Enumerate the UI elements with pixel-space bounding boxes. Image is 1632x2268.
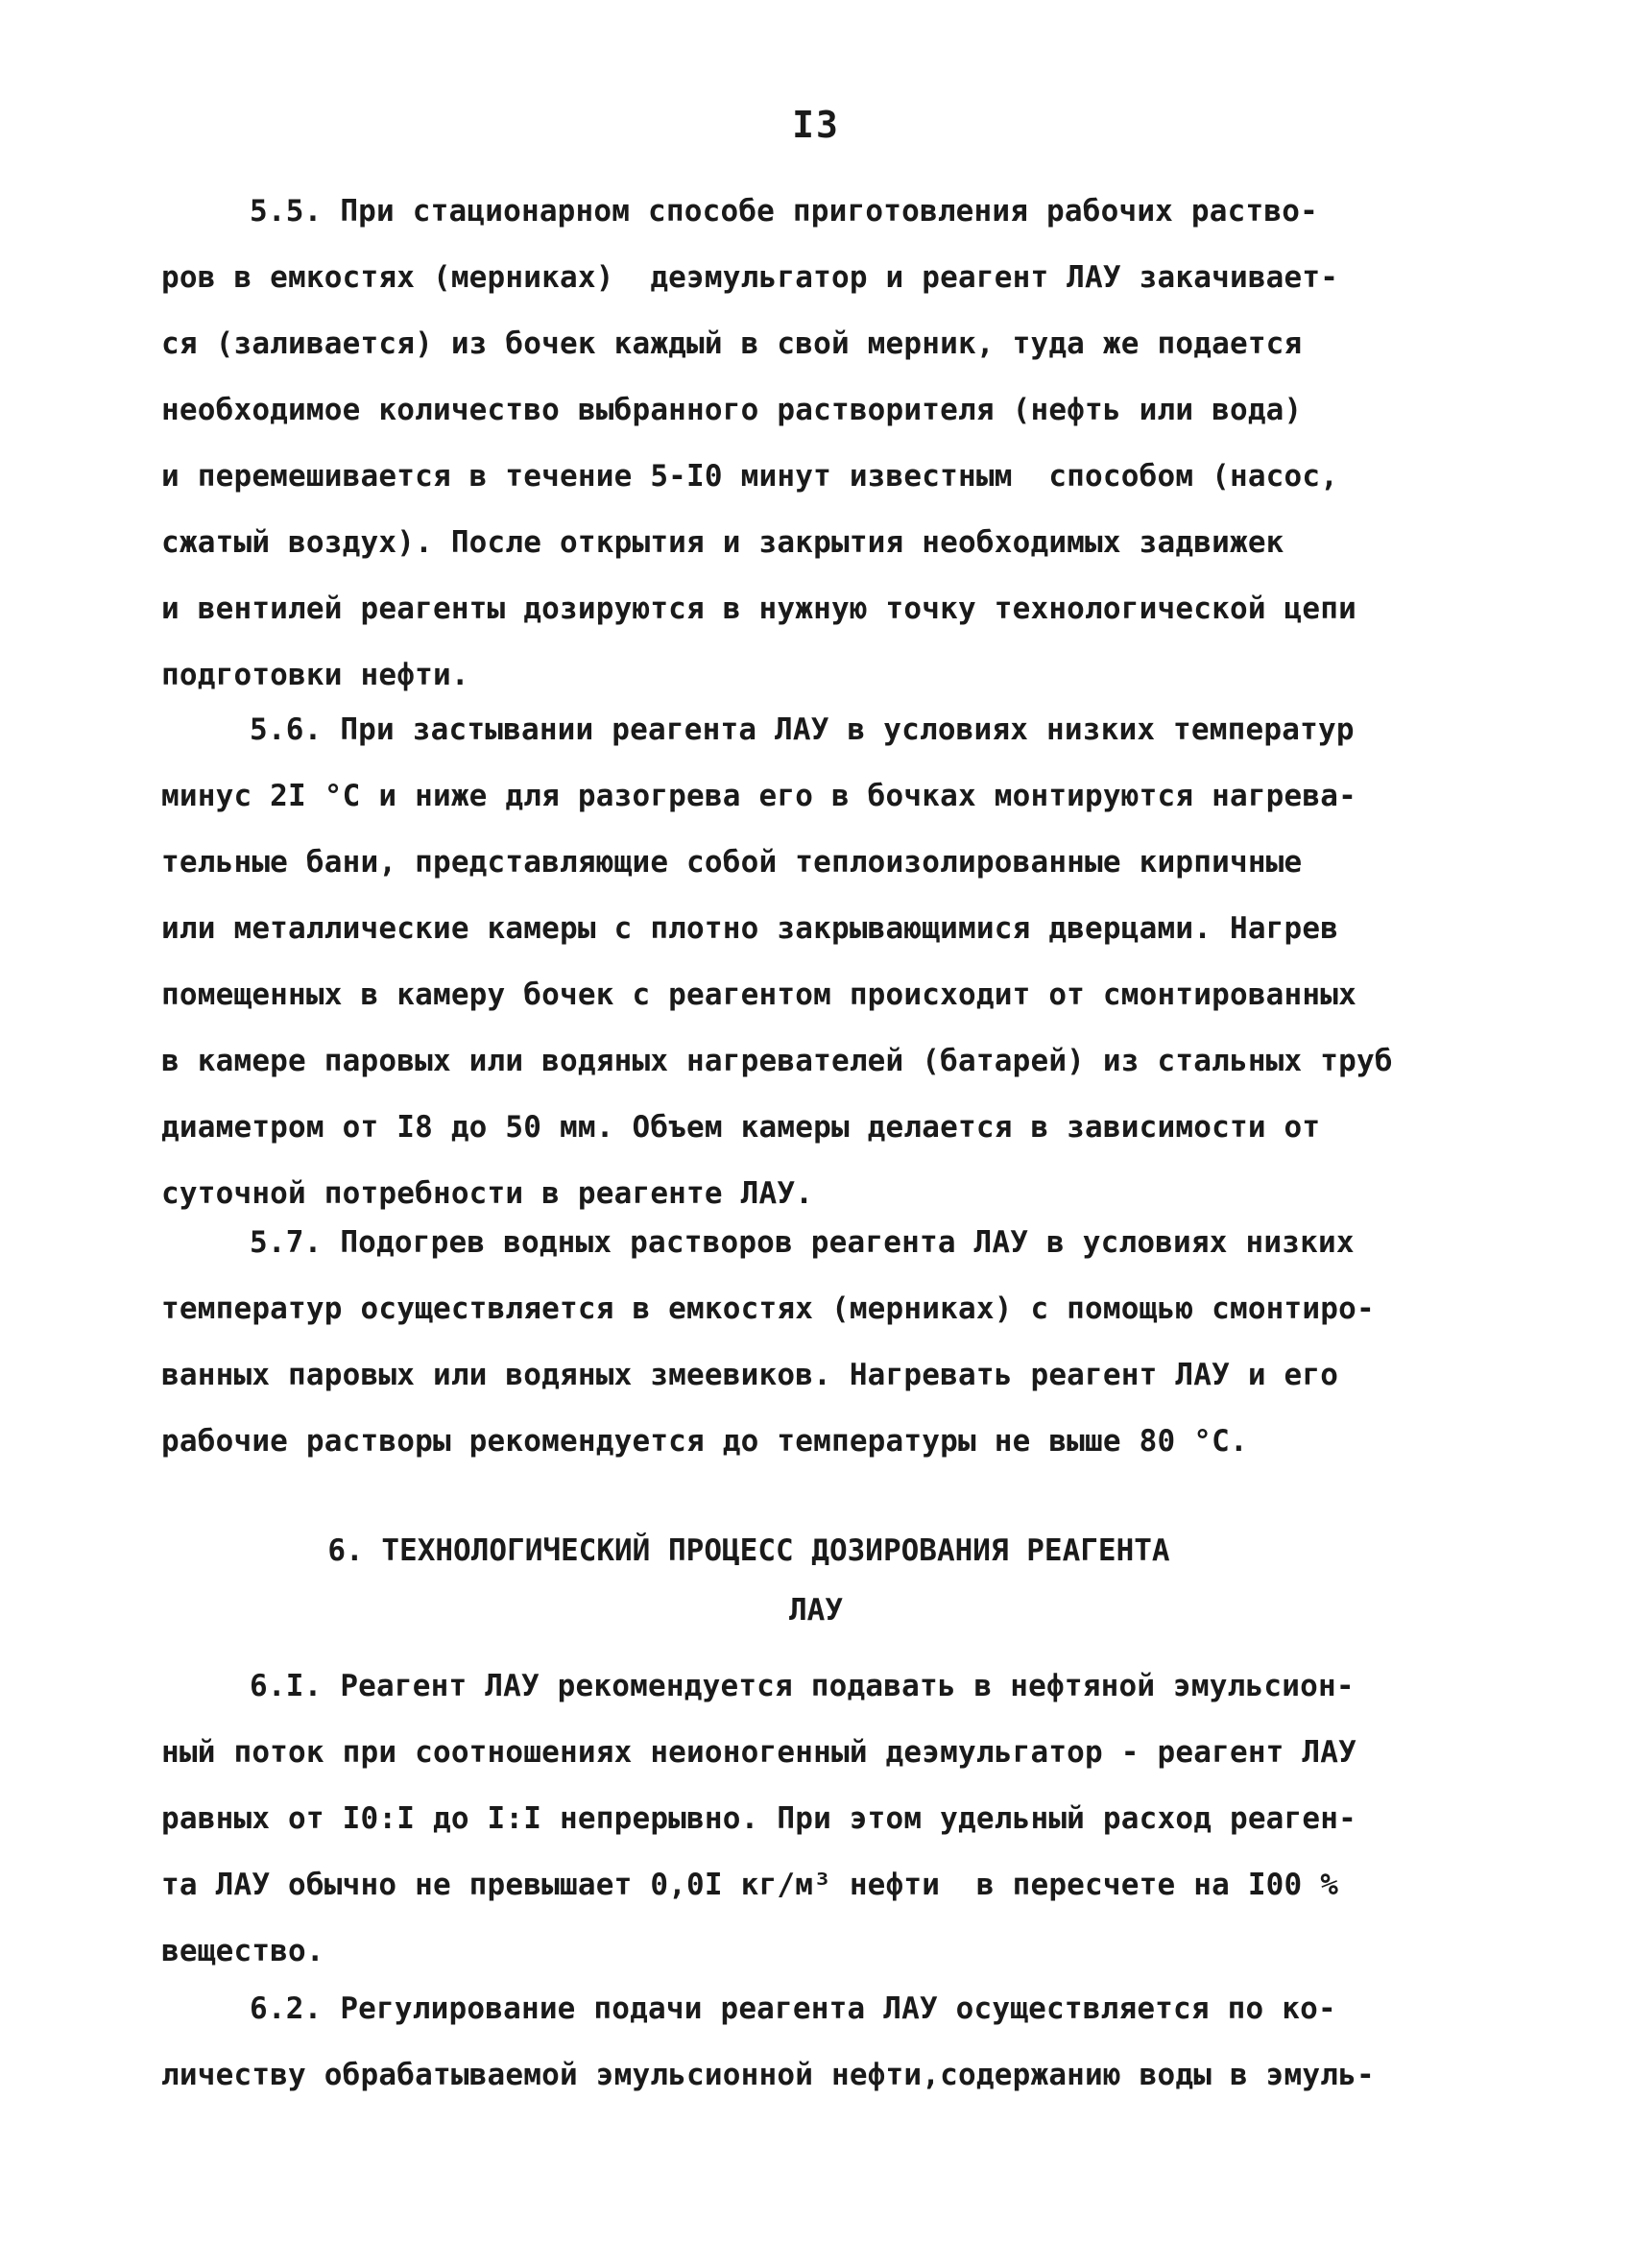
text-line: ся (заливается) из бочек каждый в свой мерник, туда же подается — [161, 326, 1303, 361]
text-line: 6.2. Регулирование подачи реагента ЛАУ осуществляется по ко- — [250, 1991, 1336, 2026]
text-line: тельные бани, представляющие собой теплоизолированные кирпичные — [161, 845, 1303, 880]
text-line: диаметром от I8 до 50 мм. Объем камеры делается в зависимости от — [161, 1110, 1321, 1145]
text-line: ров в емкостях (мерниках) деэмульгатор и реагент ЛАУ закачивает- — [161, 260, 1339, 295]
text-line: 6.I. Реагент ЛАУ рекомендуется подавать в нефтяной эмульсион- — [250, 1669, 1355, 1703]
text-line: в камере паровых или водяных нагревателей (батарей) из стальных труб — [161, 1044, 1393, 1078]
text-line: суточной потребности в реагенте ЛАУ. — [161, 1176, 814, 1211]
text-line: ный поток при соотношениях неионогенный деэмульгатор - реагент ЛАУ — [161, 1735, 1356, 1770]
paragraph-5-6 — [161, 697, 1486, 1227]
text-line: температур осуществляется в емкостях (мерниках) с помощью смонтиро- — [161, 1291, 1375, 1326]
text-line: вещество. — [161, 1934, 324, 1968]
text-line: подготовки нефти. — [161, 658, 469, 692]
heading-line: 6. ТЕХНОЛОГИЧЕСКИЙ ПРОЦЕСС ДОЗИРОВАНИЯ РЕАГЕНТА — [327, 1533, 1170, 1568]
text-line: сжатый воздух). После открытия и закрытия необходимых задвижек — [161, 525, 1284, 560]
text-line: личеству обрабатываемой эмульсионной нефти,содержанию воды в эмуль- — [161, 2058, 1375, 2092]
text-line: и перемешивается в течение 5-I0 минут известным способом (насос, — [161, 459, 1339, 494]
paragraph-6-1 — [161, 1653, 1486, 1985]
section-heading — [0, 1521, 1632, 1640]
text-line: 5.5. При стационарном способе приготовления рабочих раство- — [250, 194, 1318, 229]
text-line: минус 2I °С и ниже для разогрева его в бочках монтируются нагрева- — [161, 779, 1356, 813]
text-line: рабочие растворы рекомендуется до температуры не выше 80 °С. — [161, 1424, 1248, 1459]
text-line: необходимое количество выбранного растворителя (нефть или вода) — [161, 393, 1303, 427]
paragraph-5-7 — [161, 1210, 1486, 1475]
text-line: или металлические камеры с плотно закрывающимися дверцами. Нагрев — [161, 911, 1339, 946]
text-line: и вентилей реагенты дозируются в нужную точку технологической цепи — [161, 591, 1356, 626]
page-number: I3 — [792, 104, 840, 146]
text-line: помещенных в камеру бочек с реагентом происходит от смонтированных — [161, 977, 1356, 1012]
text-line: ванных паровых или водяных змеевиков. Нагревать реагент ЛАУ и его — [161, 1358, 1339, 1392]
heading-line: ЛАУ — [789, 1593, 843, 1628]
paragraph-6-2 — [161, 1976, 1486, 2109]
text-line: 5.7. Подогрев водных растворов реагента ЛАУ в условиях низких — [250, 1225, 1355, 1260]
paragraph-5-5 — [161, 179, 1486, 709]
text-line: та ЛАУ обычно не превышает 0,0I кг/м³ нефти в пересчете на I00 % — [161, 1868, 1339, 1902]
text-line: 5.6. При застывании реагента ЛАУ в условиях низких температур — [250, 712, 1355, 747]
text-line: равных от I0:I до I:I непрерывно. При этом удельный расход реаген- — [161, 1801, 1356, 1836]
